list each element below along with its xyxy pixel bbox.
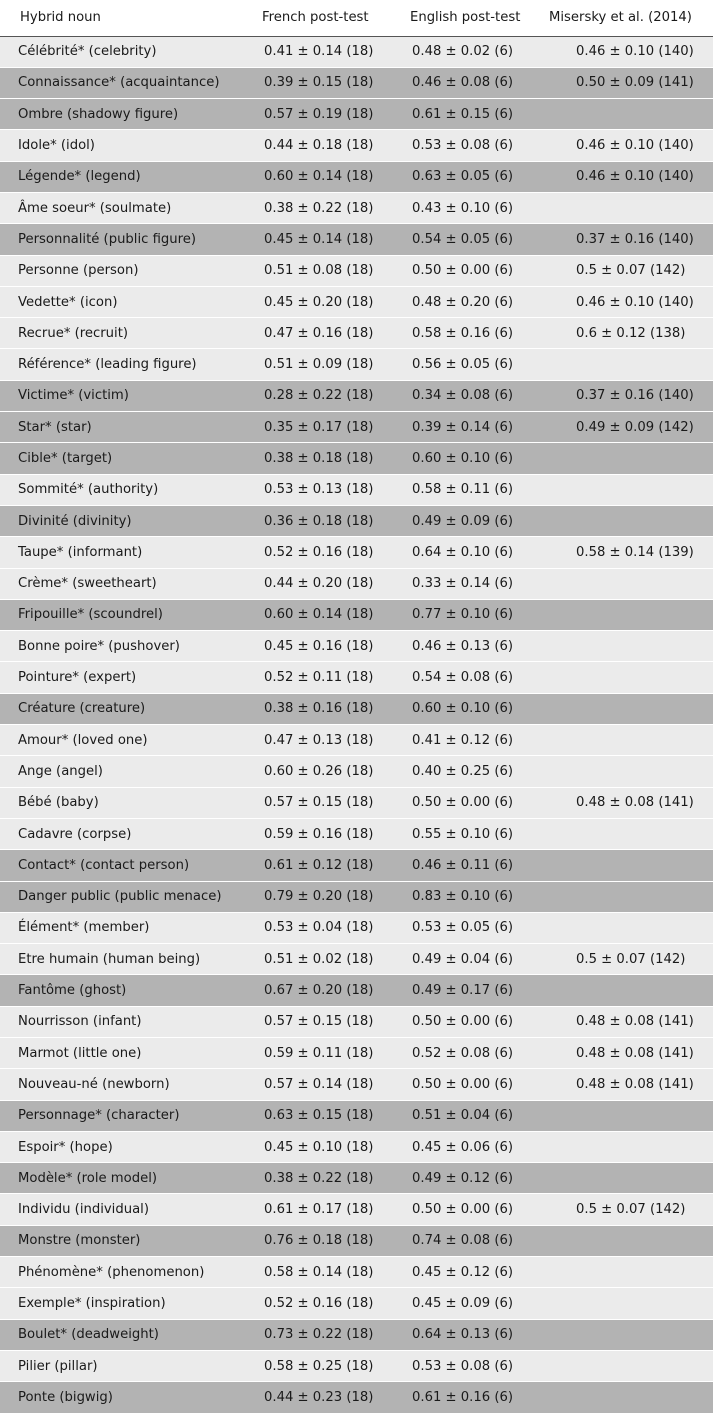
misersky-cell: 0.49 ± 0.09 (142)	[544, 412, 713, 443]
french-post-test-cell: 0.58 ± 0.14 (18)	[252, 1257, 402, 1288]
english-post-test-cell: 0.64 ± 0.10 (6)	[402, 537, 544, 568]
french-post-test-cell: 0.39 ± 0.15 (18)	[252, 67, 402, 98]
misersky-cell	[544, 1319, 713, 1350]
misersky-cell	[544, 693, 713, 724]
noun-cell: Ombre (shadowy figure)	[0, 99, 252, 130]
english-post-test-cell: 0.53 ± 0.08 (6)	[402, 1350, 544, 1381]
table-row	[0, 1131, 713, 1162]
french-post-test-cell: 0.51 ± 0.02 (18)	[252, 944, 402, 975]
table-row	[0, 1069, 713, 1100]
noun-cell: Star* (star)	[0, 412, 252, 443]
english-post-test-cell: 0.46 ± 0.13 (6)	[402, 631, 544, 662]
noun-cell: Élément* (member)	[0, 912, 252, 943]
table-row	[0, 568, 713, 599]
table-row	[0, 443, 713, 474]
table-body	[0, 36, 713, 1413]
noun-cell: Cible* (target)	[0, 443, 252, 474]
french-post-test-cell: 0.41 ± 0.14 (18)	[252, 36, 402, 67]
noun-cell: Individu (individual)	[0, 1194, 252, 1225]
table-row	[0, 975, 713, 1006]
french-post-test-cell: 0.45 ± 0.20 (18)	[252, 286, 402, 317]
misersky-cell	[544, 1382, 713, 1413]
table-row	[0, 1225, 713, 1256]
table-header-row	[0, 0, 713, 36]
table-row	[0, 412, 713, 443]
misersky-cell: 0.46 ± 0.10 (140)	[544, 130, 713, 161]
noun-cell: Fantôme (ghost)	[0, 975, 252, 1006]
english-post-test-cell: 0.48 ± 0.02 (6)	[402, 36, 544, 67]
table-row	[0, 161, 713, 192]
noun-cell: Divinité (divinity)	[0, 505, 252, 536]
english-post-test-cell: 0.50 ± 0.00 (6)	[402, 255, 544, 286]
french-post-test-cell: 0.60 ± 0.26 (18)	[252, 756, 402, 787]
misersky-cell	[544, 881, 713, 912]
misersky-cell	[544, 474, 713, 505]
english-post-test-cell: 0.54 ± 0.05 (6)	[402, 224, 544, 255]
french-post-test-cell: 0.38 ± 0.22 (18)	[252, 192, 402, 223]
table-row	[0, 1350, 713, 1381]
french-post-test-cell: 0.44 ± 0.18 (18)	[252, 130, 402, 161]
table-row	[0, 224, 713, 255]
french-post-test-cell: 0.38 ± 0.18 (18)	[252, 443, 402, 474]
english-post-test-cell: 0.64 ± 0.13 (6)	[402, 1319, 544, 1350]
noun-cell: Victime* (victim)	[0, 380, 252, 411]
misersky-cell	[544, 662, 713, 693]
misersky-cell: 0.48 ± 0.08 (141)	[544, 1006, 713, 1037]
noun-cell: Légende* (legend)	[0, 161, 252, 192]
english-post-test-cell: 0.83 ± 0.10 (6)	[402, 881, 544, 912]
french-post-test-cell: 0.79 ± 0.20 (18)	[252, 881, 402, 912]
table-row	[0, 192, 713, 223]
noun-cell: Personnalité (public figure)	[0, 224, 252, 255]
french-post-test-cell: 0.67 ± 0.20 (18)	[252, 975, 402, 1006]
noun-cell: Âme soeur* (soulmate)	[0, 192, 252, 223]
misersky-cell	[544, 1100, 713, 1131]
table-row	[0, 380, 713, 411]
english-post-test-cell: 0.33 ± 0.14 (6)	[402, 568, 544, 599]
english-post-test-cell: 0.52 ± 0.08 (6)	[402, 1038, 544, 1069]
table-row	[0, 725, 713, 756]
misersky-cell	[544, 349, 713, 380]
noun-cell: Bonne poire* (pushover)	[0, 631, 252, 662]
french-post-test-cell: 0.60 ± 0.14 (18)	[252, 599, 402, 630]
table-row	[0, 787, 713, 818]
noun-cell: Ponte (bigwig)	[0, 1382, 252, 1413]
table-row	[0, 662, 713, 693]
misersky-cell	[544, 818, 713, 849]
noun-cell: Ange (angel)	[0, 756, 252, 787]
french-post-test-cell: 0.53 ± 0.04 (18)	[252, 912, 402, 943]
french-post-test-cell: 0.73 ± 0.22 (18)	[252, 1319, 402, 1350]
noun-cell: Célébrité* (celebrity)	[0, 36, 252, 67]
english-post-test-cell: 0.55 ± 0.10 (6)	[402, 818, 544, 849]
noun-cell: Personne (person)	[0, 255, 252, 286]
table-row	[0, 1382, 713, 1413]
misersky-cell	[544, 1288, 713, 1319]
misersky-cell	[544, 975, 713, 1006]
noun-cell: Vedette* (icon)	[0, 286, 252, 317]
noun-cell: Espoir* (hope)	[0, 1131, 252, 1162]
table-row	[0, 1006, 713, 1037]
misersky-cell	[544, 725, 713, 756]
french-post-test-cell: 0.57 ± 0.19 (18)	[252, 99, 402, 130]
table-row	[0, 693, 713, 724]
french-post-test-cell: 0.44 ± 0.20 (18)	[252, 568, 402, 599]
table-row	[0, 255, 713, 286]
english-post-test-cell: 0.53 ± 0.05 (6)	[402, 912, 544, 943]
misersky-cell	[544, 631, 713, 662]
noun-cell: Boulet* (deadweight)	[0, 1319, 252, 1350]
misersky-cell: 0.46 ± 0.10 (140)	[544, 161, 713, 192]
table-row	[0, 1194, 713, 1225]
noun-cell: Phénomène* (phenomenon)	[0, 1257, 252, 1288]
table-row	[0, 1038, 713, 1069]
noun-cell: Taupe* (informant)	[0, 537, 252, 568]
table-row	[0, 850, 713, 881]
misersky-cell	[544, 1163, 713, 1194]
noun-cell: Idole* (idol)	[0, 130, 252, 161]
table-row	[0, 318, 713, 349]
misersky-cell	[544, 1131, 713, 1162]
english-post-test-cell: 0.39 ± 0.14 (6)	[402, 412, 544, 443]
noun-cell: Fripouille* (scoundrel)	[0, 599, 252, 630]
french-post-test-cell: 0.61 ± 0.12 (18)	[252, 850, 402, 881]
english-post-test-cell: 0.34 ± 0.08 (6)	[402, 380, 544, 411]
english-post-test-cell: 0.41 ± 0.12 (6)	[402, 725, 544, 756]
french-post-test-cell: 0.44 ± 0.23 (18)	[252, 1382, 402, 1413]
english-post-test-cell: 0.46 ± 0.11 (6)	[402, 850, 544, 881]
english-post-test-cell: 0.58 ± 0.16 (6)	[402, 318, 544, 349]
misersky-cell: 0.37 ± 0.16 (140)	[544, 224, 713, 255]
misersky-cell: 0.6 ± 0.12 (138)	[544, 318, 713, 349]
french-post-test-cell: 0.53 ± 0.13 (18)	[252, 474, 402, 505]
french-post-test-cell: 0.52 ± 0.16 (18)	[252, 537, 402, 568]
noun-cell: Personnage* (character)	[0, 1100, 252, 1131]
misersky-cell	[544, 505, 713, 536]
misersky-cell	[544, 1257, 713, 1288]
noun-cell: Cadavre (corpse)	[0, 818, 252, 849]
english-post-test-cell: 0.45 ± 0.12 (6)	[402, 1257, 544, 1288]
french-post-test-cell: 0.51 ± 0.09 (18)	[252, 349, 402, 380]
noun-cell: Référence* (leading figure)	[0, 349, 252, 380]
english-post-test-cell: 0.40 ± 0.25 (6)	[402, 756, 544, 787]
noun-cell: Nouveau-né (newborn)	[0, 1069, 252, 1100]
french-post-test-cell: 0.58 ± 0.25 (18)	[252, 1350, 402, 1381]
english-post-test-cell: 0.58 ± 0.11 (6)	[402, 474, 544, 505]
header-french-post-test: French post-test	[252, 0, 402, 36]
french-post-test-cell: 0.45 ± 0.14 (18)	[252, 224, 402, 255]
noun-cell: Pointure* (expert)	[0, 662, 252, 693]
misersky-cell: 0.5 ± 0.07 (142)	[544, 1194, 713, 1225]
english-post-test-cell: 0.49 ± 0.12 (6)	[402, 1163, 544, 1194]
english-post-test-cell: 0.63 ± 0.05 (6)	[402, 161, 544, 192]
misersky-cell: 0.50 ± 0.09 (141)	[544, 67, 713, 98]
english-post-test-cell: 0.61 ± 0.16 (6)	[402, 1382, 544, 1413]
misersky-cell: 0.48 ± 0.08 (141)	[544, 787, 713, 818]
french-post-test-cell: 0.52 ± 0.11 (18)	[252, 662, 402, 693]
table-row	[0, 944, 713, 975]
french-post-test-cell: 0.52 ± 0.16 (18)	[252, 1288, 402, 1319]
english-post-test-cell: 0.50 ± 0.00 (6)	[402, 1006, 544, 1037]
table-row	[0, 505, 713, 536]
table-row	[0, 99, 713, 130]
table-row	[0, 1319, 713, 1350]
french-post-test-cell: 0.45 ± 0.16 (18)	[252, 631, 402, 662]
french-post-test-cell: 0.45 ± 0.10 (18)	[252, 1131, 402, 1162]
misersky-cell	[544, 850, 713, 881]
table-row	[0, 1288, 713, 1319]
misersky-cell: 0.58 ± 0.14 (139)	[544, 537, 713, 568]
misersky-cell	[544, 1350, 713, 1381]
english-post-test-cell: 0.50 ± 0.00 (6)	[402, 1194, 544, 1225]
french-post-test-cell: 0.57 ± 0.15 (18)	[252, 787, 402, 818]
table-row	[0, 36, 713, 67]
french-post-test-cell: 0.76 ± 0.18 (18)	[252, 1225, 402, 1256]
english-post-test-cell: 0.45 ± 0.09 (6)	[402, 1288, 544, 1319]
english-post-test-cell: 0.49 ± 0.17 (6)	[402, 975, 544, 1006]
english-post-test-cell: 0.74 ± 0.08 (6)	[402, 1225, 544, 1256]
english-post-test-cell: 0.45 ± 0.06 (6)	[402, 1131, 544, 1162]
english-post-test-cell: 0.56 ± 0.05 (6)	[402, 349, 544, 380]
noun-cell: Monstre (monster)	[0, 1225, 252, 1256]
misersky-cell: 0.48 ± 0.08 (141)	[544, 1038, 713, 1069]
misersky-cell	[544, 443, 713, 474]
noun-cell: Modèle* (role model)	[0, 1163, 252, 1194]
noun-cell: Bébé (baby)	[0, 787, 252, 818]
table-row	[0, 1163, 713, 1194]
misersky-cell: 0.46 ± 0.10 (140)	[544, 36, 713, 67]
english-post-test-cell: 0.53 ± 0.08 (6)	[402, 130, 544, 161]
english-post-test-cell: 0.49 ± 0.04 (6)	[402, 944, 544, 975]
french-post-test-cell: 0.47 ± 0.13 (18)	[252, 725, 402, 756]
table-row	[0, 912, 713, 943]
table-row	[0, 881, 713, 912]
noun-cell: Contact* (contact person)	[0, 850, 252, 881]
header-english-post-test: English post-test	[402, 0, 544, 36]
noun-cell: Recrue* (recruit)	[0, 318, 252, 349]
noun-cell: Marmot (little one)	[0, 1038, 252, 1069]
french-post-test-cell: 0.59 ± 0.11 (18)	[252, 1038, 402, 1069]
table-row	[0, 1100, 713, 1131]
english-post-test-cell: 0.50 ± 0.00 (6)	[402, 1069, 544, 1100]
misersky-cell: 0.37 ± 0.16 (140)	[544, 380, 713, 411]
english-post-test-cell: 0.49 ± 0.09 (6)	[402, 505, 544, 536]
misersky-cell	[544, 756, 713, 787]
french-post-test-cell: 0.59 ± 0.16 (18)	[252, 818, 402, 849]
french-post-test-cell: 0.28 ± 0.22 (18)	[252, 380, 402, 411]
noun-cell: Pilier (pillar)	[0, 1350, 252, 1381]
noun-cell: Connaissance* (acquaintance)	[0, 67, 252, 98]
french-post-test-cell: 0.57 ± 0.15 (18)	[252, 1006, 402, 1037]
table-row	[0, 349, 713, 380]
noun-cell: Nourrisson (infant)	[0, 1006, 252, 1037]
misersky-cell: 0.48 ± 0.08 (141)	[544, 1069, 713, 1100]
table-row	[0, 474, 713, 505]
english-post-test-cell: 0.43 ± 0.10 (6)	[402, 192, 544, 223]
table-row	[0, 756, 713, 787]
misersky-cell	[544, 568, 713, 599]
misersky-cell: 0.46 ± 0.10 (140)	[544, 286, 713, 317]
french-post-test-cell: 0.38 ± 0.16 (18)	[252, 693, 402, 724]
misersky-cell	[544, 192, 713, 223]
header-hybrid-noun: Hybrid noun	[0, 0, 252, 36]
french-post-test-cell: 0.61 ± 0.17 (18)	[252, 1194, 402, 1225]
english-post-test-cell: 0.50 ± 0.00 (6)	[402, 787, 544, 818]
noun-cell: Sommité* (authority)	[0, 474, 252, 505]
misersky-cell	[544, 599, 713, 630]
english-post-test-cell: 0.51 ± 0.04 (6)	[402, 1100, 544, 1131]
english-post-test-cell: 0.77 ± 0.10 (6)	[402, 599, 544, 630]
table-row	[0, 818, 713, 849]
misersky-cell	[544, 912, 713, 943]
french-post-test-cell: 0.35 ± 0.17 (18)	[252, 412, 402, 443]
french-post-test-cell: 0.63 ± 0.15 (18)	[252, 1100, 402, 1131]
noun-cell: Danger public (public menace)	[0, 881, 252, 912]
misersky-cell: 0.5 ± 0.07 (142)	[544, 944, 713, 975]
english-post-test-cell: 0.60 ± 0.10 (6)	[402, 443, 544, 474]
english-post-test-cell: 0.46 ± 0.08 (6)	[402, 67, 544, 98]
table-row	[0, 631, 713, 662]
french-post-test-cell: 0.36 ± 0.18 (18)	[252, 505, 402, 536]
table-row	[0, 286, 713, 317]
english-post-test-cell: 0.54 ± 0.08 (6)	[402, 662, 544, 693]
table-row	[0, 67, 713, 98]
misersky-cell: 0.5 ± 0.07 (142)	[544, 255, 713, 286]
french-post-test-cell: 0.47 ± 0.16 (18)	[252, 318, 402, 349]
table-row	[0, 599, 713, 630]
table-row	[0, 1257, 713, 1288]
english-post-test-cell: 0.48 ± 0.20 (6)	[402, 286, 544, 317]
noun-cell: Crème* (sweetheart)	[0, 568, 252, 599]
table-row	[0, 537, 713, 568]
noun-cell: Exemple* (inspiration)	[0, 1288, 252, 1319]
english-post-test-cell: 0.61 ± 0.15 (6)	[402, 99, 544, 130]
noun-cell: Créature (creature)	[0, 693, 252, 724]
french-post-test-cell: 0.57 ± 0.14 (18)	[252, 1069, 402, 1100]
french-post-test-cell: 0.60 ± 0.14 (18)	[252, 161, 402, 192]
table-row	[0, 130, 713, 161]
noun-cell: Amour* (loved one)	[0, 725, 252, 756]
english-post-test-cell: 0.60 ± 0.10 (6)	[402, 693, 544, 724]
french-post-test-cell: 0.38 ± 0.22 (18)	[252, 1163, 402, 1194]
misersky-cell	[544, 99, 713, 130]
misersky-cell	[544, 1225, 713, 1256]
french-post-test-cell: 0.51 ± 0.08 (18)	[252, 255, 402, 286]
noun-cell: Etre humain (human being)	[0, 944, 252, 975]
header-misersky-2014: Misersky et al. (2014)	[544, 0, 713, 36]
